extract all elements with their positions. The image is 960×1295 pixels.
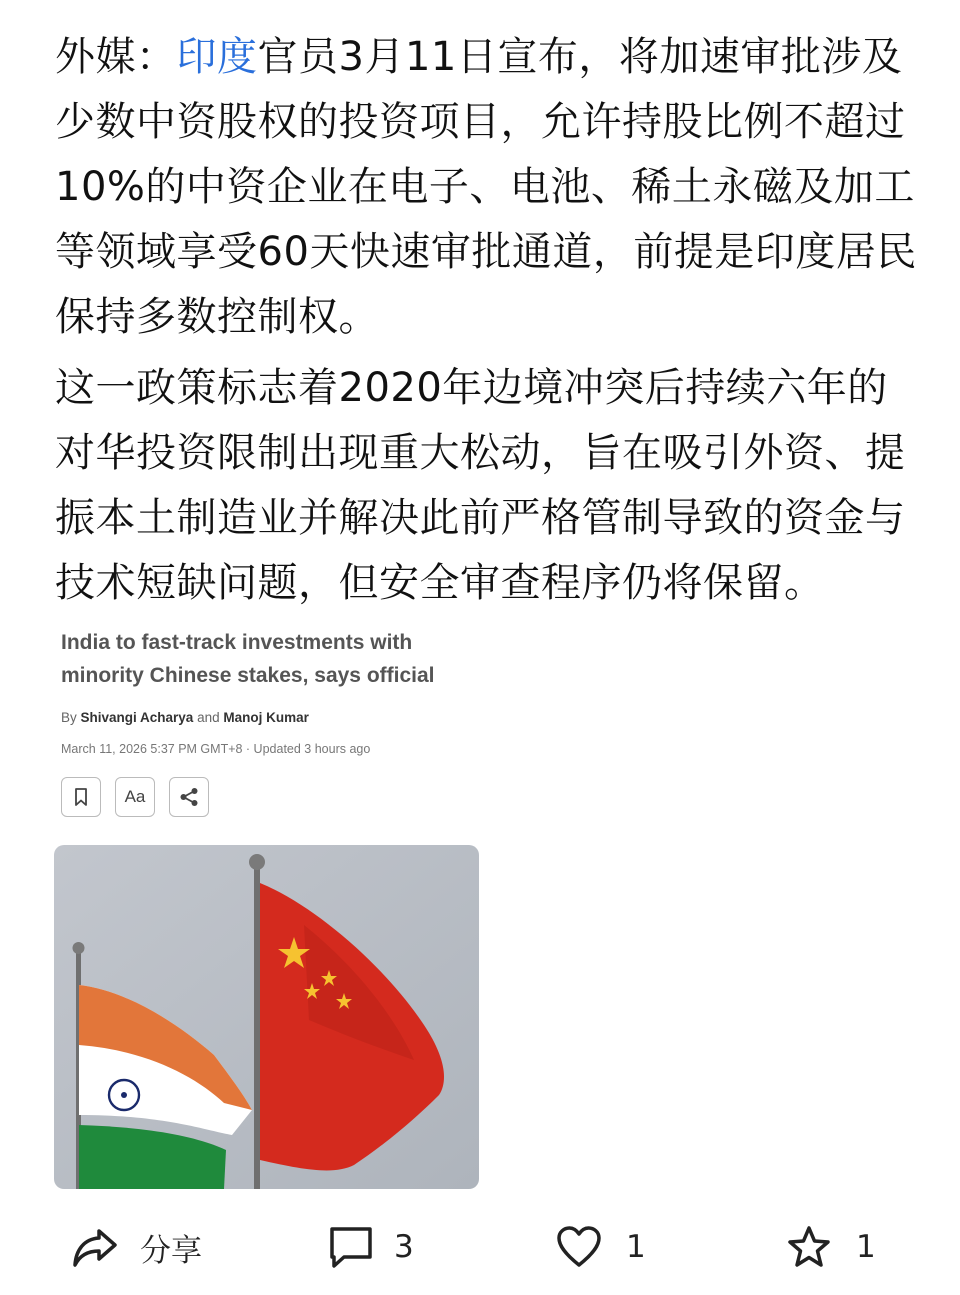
article-photo[interactable] [54,845,479,1189]
post-action-bar [0,1210,960,1285]
post-text: 官员3月11日宣布，将加速审批涉及少数中资股权的投资项目，允许持股比例不超过10%的中资企业在电子、电池、稀土永磁及加工等领域享受60天快速审批通道，前提是印度居民保持多数控制权。 [55,34,917,340]
flags-photo [54,845,479,1189]
post-paragraph-1 [55,25,925,350]
share-icon [178,786,200,808]
article-byline [61,710,309,725]
post-paragraph-2: 这一政策标志着2020年边境冲突后持续六年的对华投资限制出现重大松动，旨在吸引外资、提振本土制造业并解决此前严格管制导致的资金与技术短缺问题，但安全审查程序仍将保留。 [55,365,906,606]
author-name: Shivangi Acharya [80,710,194,725]
article-dateline: March 11, 2026 5:37 PM GMT+8 · Updated 3 hours ago [61,742,371,756]
author-name: Manoj Kumar [223,710,309,725]
post-prefix: 外媒： [55,34,177,80]
byline-and: and [193,710,224,725]
like-count: 1 [626,1229,646,1265]
share-label: 分享 [140,1232,202,1269]
like-button[interactable] [556,1222,646,1272]
favorite-count: 1 [856,1229,876,1265]
hashtag-link[interactable]: 印度 [176,34,258,80]
share-arrow-icon [72,1225,118,1269]
star-icon [786,1225,832,1269]
comment-count: 3 [394,1229,414,1265]
text-size-button[interactable]: Aa [115,777,155,817]
bookmark-button[interactable] [61,777,101,817]
share-button[interactable] [72,1222,202,1272]
comment-button[interactable] [328,1222,414,1272]
favorite-button[interactable] [786,1222,876,1272]
bookmark-icon [74,788,88,806]
byline-prefix: By [61,710,81,725]
comment-icon [328,1225,374,1269]
article-toolbar [61,777,209,817]
heart-icon [556,1225,602,1269]
article-share-button[interactable] [169,777,209,817]
article-title: India to fast-track investments with minority Chinese stakes, says official [61,631,435,687]
